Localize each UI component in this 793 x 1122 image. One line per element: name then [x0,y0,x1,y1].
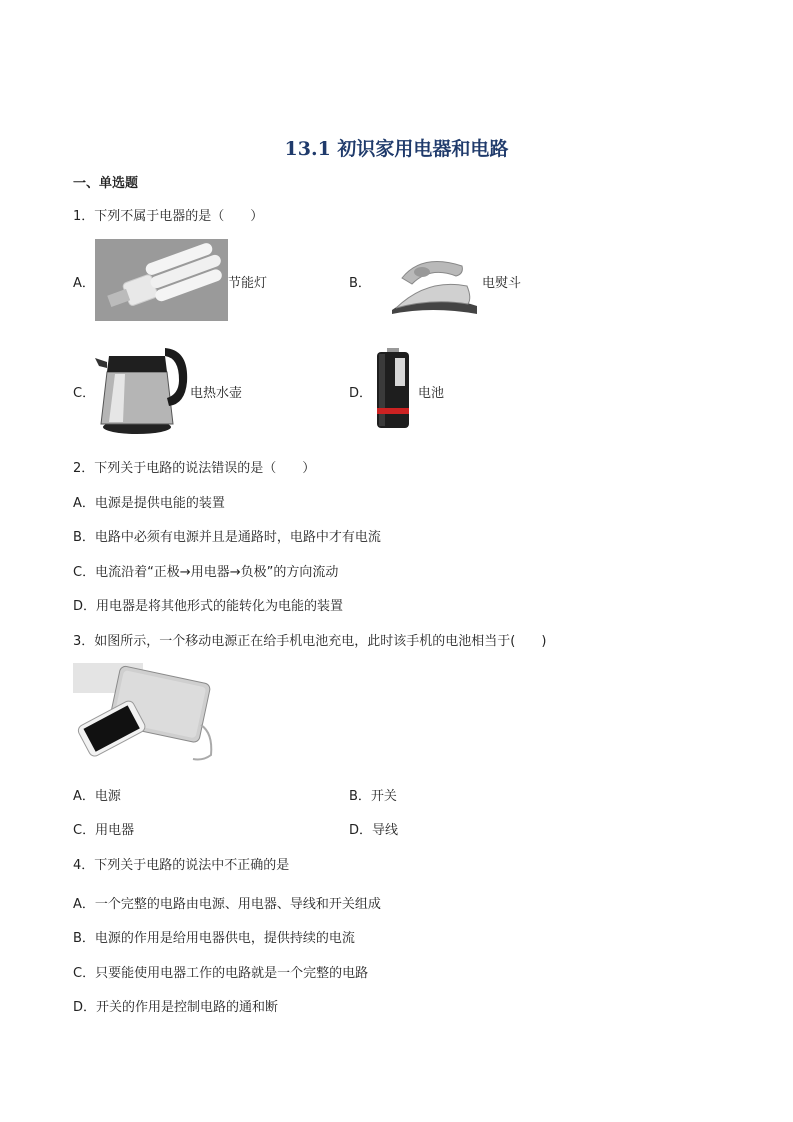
question-4-stem: 4．下列关于电路的说法中不正确的是 [73,858,290,873]
q3-option-b: B．开关 [349,789,397,804]
q2-option-c: C．电流沿着“正极→用电器→负极”的方向流动 [73,565,339,580]
q4-option-b: B．电源的作用是给用电器供电，提供持续的电流 [73,931,355,946]
q4-option-d: D．开关的作用是控制电路的通和断 [73,1000,279,1015]
q2-option-b: B．电路中必须有电源并且是通路时，电路中才有电流 [73,530,381,545]
q1-option-d-letter: D． [349,386,373,401]
power-bank-charging-phone-image [73,663,221,763]
q4-option-c: C．只要能使用电器工作的电路就是一个完整的电路 [73,966,369,981]
q1-option-c-text: 电热水壶 [190,386,243,401]
question-3-stem: 3．如图所示，一个移动电源正在给手机电池充电，此时该手机的电池相当于( ) [73,634,547,649]
q1-option-c-letter: C． [73,386,96,401]
electric-kettle-image [95,342,191,437]
q1-option-a-letter: A． [73,276,95,291]
battery-image [375,348,411,430]
q4-option-a: A．一个完整的电路由电源、用电器、导线和开关组成 [73,897,381,912]
q3-option-c: C．用电器 [73,823,135,838]
electric-iron-image [382,248,482,320]
question-2-stem: 2．下列关于电路的说法错误的是（ ） [73,461,316,476]
q1-option-d-text: 电池 [418,386,445,401]
q3-option-a: A．电源 [73,789,121,804]
section-heading: 一、单选题 [73,176,139,191]
energy-saving-lamp-image [95,239,228,321]
q3-option-d: D．导线 [349,823,399,838]
q1-option-b-letter: B． [349,276,371,291]
q1-option-b-text: 电熨斗 [482,276,522,291]
question-1-stem: 1．下列不属于电器的是（ ） [73,209,264,224]
q1-option-a-text: 节能灯 [228,276,268,291]
q2-option-d: D．用电器是将其他形式的能转化为电能的装置 [73,599,344,614]
page-title: 13.1 初识家用电器和电路 [284,138,509,160]
q2-option-a: A．电源是提供电能的装置 [73,496,225,511]
